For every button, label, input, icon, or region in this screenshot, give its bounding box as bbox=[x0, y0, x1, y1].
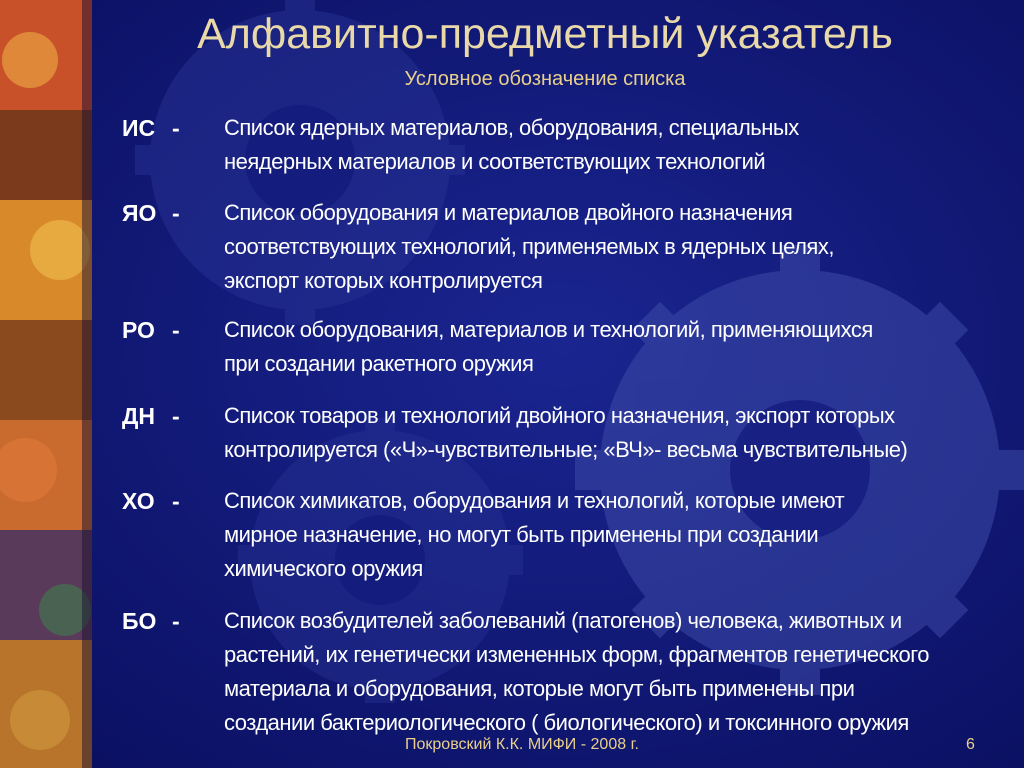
decorative-left-strip bbox=[0, 0, 92, 768]
entry-line: соответствующих технологий, применяемых в ядерных целях, bbox=[224, 234, 834, 259]
entry-line: мирное назначение, но могут быть применены при создании bbox=[224, 522, 819, 547]
entry-line: неядерных материалов и соответствующих технологий bbox=[224, 149, 766, 174]
page-title: Алфавитно-предметный указатель bbox=[197, 10, 893, 58]
entry-code: РО bbox=[122, 317, 155, 343]
entry-dash: - bbox=[172, 608, 180, 634]
entry-description bbox=[224, 111, 1014, 179]
page-number: 6 bbox=[966, 736, 975, 753]
entry-line: растений, их генетически измененных форм, фрагментов генетического bbox=[224, 642, 930, 667]
entry-line: Список оборудования, материалов и технологий, применяющихся bbox=[224, 317, 873, 342]
entry-line: Список ядерных материалов, оборудования, специальных bbox=[224, 115, 799, 140]
entry-description bbox=[224, 313, 1014, 381]
entry-line: материала и оборудования, которые могут быть применены при bbox=[224, 676, 855, 701]
entry-description bbox=[224, 604, 1014, 740]
entry-description bbox=[224, 399, 1014, 467]
entry-description bbox=[224, 196, 1014, 298]
entry-code: БО bbox=[122, 608, 157, 634]
entry-line: химического оружия bbox=[224, 556, 423, 581]
entry-line: Список химикатов, оборудования и технологий, которые имеют bbox=[224, 488, 845, 513]
entry-code: ИС bbox=[122, 115, 156, 141]
entry-line: при создании ракетного оружия bbox=[224, 351, 534, 376]
entry-dash: - bbox=[172, 488, 180, 514]
entry-line: создании бактериологического ( биологического) и токсинного оружия bbox=[224, 710, 909, 735]
entry-line: экспорт которых контролируется bbox=[224, 268, 543, 293]
entry-dash: - bbox=[172, 115, 180, 141]
entry-dash: - bbox=[172, 317, 180, 343]
entry-code: ХО bbox=[122, 488, 155, 514]
page-subtitle: Условное обозначение списка bbox=[404, 68, 686, 90]
entry-line: Список оборудования и материалов двойного назначения bbox=[224, 200, 793, 225]
entry-dash: - bbox=[172, 200, 180, 226]
entry-dash: - bbox=[172, 403, 180, 429]
entry-code: ЯО bbox=[122, 200, 157, 226]
entry-line: Список товаров и технологий двойного назначения, экспорт которых bbox=[224, 403, 895, 428]
entry-line: Список возбудителей заболеваний (патогенов) человека, животных и bbox=[224, 608, 902, 633]
entry-code: ДН bbox=[122, 403, 155, 429]
entry-line: контролируется («Ч»-чувствительные; «ВЧ»- весьма чувствительные) bbox=[224, 437, 908, 462]
entry-description bbox=[224, 484, 1014, 586]
footer-author: Покровский К.К. МИФИ - 2008 г. bbox=[405, 736, 639, 753]
